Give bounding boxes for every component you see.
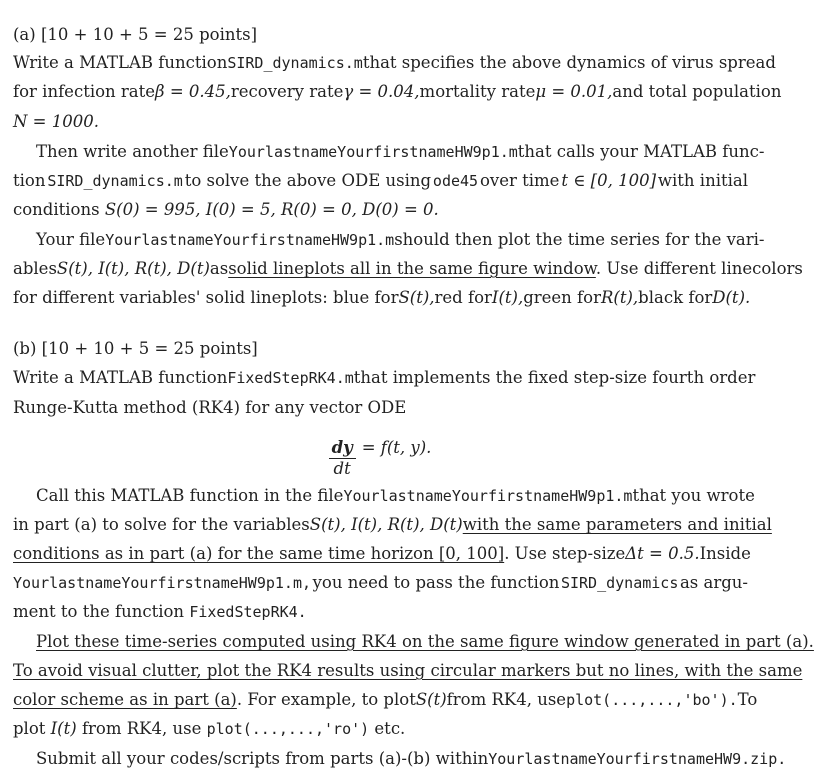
text: for infection rate [13,82,156,101]
text: Inside [699,544,751,563]
part-b-line-10 [13,660,803,682]
code-filename: SIRD_dynamics.m [47,172,183,190]
text: that you wrote [632,486,755,505]
math-beta: β = 0.45, [155,82,231,101]
part-a-line-3 [13,81,782,103]
equation-rhs: = f(t, y). [361,438,432,457]
math-variables: S(t), I(t), R(t), D(t) [56,259,210,278]
text: ables [13,259,57,278]
code-filename: YourlastnameYourfirstnameHW9p1.m [343,487,633,505]
text: Call this MATLAB function in the file [36,486,344,505]
text: plot [13,719,46,738]
part-b-line-12 [13,718,748,740]
text: Runge-Kutta method (RK4) for any vector ODE [13,398,407,417]
derivative-fraction [329,438,356,479]
text: red for [434,288,492,307]
text: black for [638,288,713,307]
text: . Use step-size [504,544,626,563]
part-b-line-8 [13,601,748,623]
math-r: R(t), [600,288,639,307]
text: tion [13,171,46,190]
code-plot-call: plot(...,...,'bo'). [566,691,738,709]
text: from RK4, use [81,719,202,738]
part-b-heading [13,338,748,360]
part-a-points: (a) [10 + 10 + 5 = 25 points] [13,25,258,44]
math-time-interval: t ∈ [0, 100] [561,171,657,190]
text: that implements the fixed step-size fourth order [353,368,756,387]
part-a-line-6 [13,170,748,192]
code-function: FixedStepRK4. [189,603,307,621]
fraction-numerator: dy [329,438,356,459]
text: conditions [13,200,100,219]
math-step-size: Δt = 0.5. [625,544,700,563]
part-b-line-2 [13,367,756,389]
text: to solve the above ODE using [184,171,432,190]
text: that specifies the above dynamics of virus spread [362,53,776,72]
underlined-instruction: To avoid visual clutter, plot the RK4 results using circular markers but no lines, with the same [13,661,803,680]
math-mu: μ = 0.01, [535,82,613,101]
text: recovery rate [230,82,344,101]
text: Submit all your codes/scripts from parts (a)-(b) within [36,749,489,768]
text: as [209,259,229,278]
underlined-instruction: with the same parameters and initial [462,515,772,534]
text: as argu- [679,573,748,592]
math-population: N = 1000. [13,112,99,131]
code-zip-filename: YourlastnameYourfirstnameHW9.zip. [488,750,787,768]
part-a-line-7 [13,199,748,221]
text: in part (a) to solve for the variables [13,515,310,534]
code-plot-call: plot(...,...,'ro') [206,720,370,738]
part-b-line-5 [13,514,772,536]
math-initial-conditions: S(0) = 995, I(0) = 5, R(0) = 0, D(0) = 0. [104,200,439,219]
code-filename: SIRD_dynamics.m [227,54,363,72]
part-a-line-2 [13,52,776,74]
text: that calls your MATLAB func- [517,142,765,161]
part-b-line-3 [13,397,748,419]
text: Then write another file [36,142,229,161]
part-b-line-7 [13,572,748,594]
text: To [737,690,758,709]
text: with initial [657,171,748,190]
math-i: I(t) [50,719,77,738]
math-gamma: γ = 0.04, [343,82,420,101]
math-s: S(t), [398,288,435,307]
text: mortality rate [419,82,536,101]
part-a-line-4 [13,111,748,133]
code-function: ode45 [432,172,479,190]
part-a-heading [13,24,748,46]
text: you need to pass the function [312,573,560,592]
text: Write a MATLAB function [13,53,228,72]
part-a-line-5 [36,141,765,163]
text: for different variables' solid lineplots: blue for [13,288,399,307]
part-a-line-9 [13,258,803,280]
math-i: I(t), [491,288,524,307]
code-filename: YourlastnameYourfirstnameHW9p1.m, [13,574,312,592]
part-b-line-9 [36,631,814,653]
underlined-instruction: color scheme as in part (a) [13,690,237,709]
text: from RK4, use [446,690,567,709]
text: . Use different linecolors [595,259,803,278]
code-filename: YourlastnameYourfirstnameHW9p1.m [105,231,395,249]
part-b-line-13 [36,748,787,770]
math-s: S(t) [415,690,447,709]
math-variables: S(t), I(t), R(t), D(t) [309,515,463,534]
part-b-line-6 [13,543,751,565]
underlined-instruction: solid lineplots all in the same figure window [228,259,596,278]
part-a-line-8 [36,229,765,251]
fraction-denominator: dt [333,459,351,478]
underlined-instruction: conditions as in part (a) for the same time horizon [0, 100] [13,544,505,563]
text: Your file [36,230,106,249]
code-filename: YourlastnameYourfirstnameHW9p1.m [228,143,518,161]
text: Write a MATLAB function [13,368,228,387]
math-d: D(t). [712,288,751,307]
text: green for [523,288,601,307]
part-a-line-10 [13,287,751,309]
code-function: SIRD_dynamics [560,574,679,592]
text: ment to the function [13,602,185,621]
ode-equation [0,428,760,479]
underlined-instruction: Plot these time-series computed using RK4 on the same figure window generated in part (a). [36,632,814,651]
text: should then plot the time series for the vari- [394,230,765,249]
text: . For example, to plot [236,690,416,709]
text: etc. [374,719,406,738]
part-b-line-11 [13,689,758,711]
part-b-points: (b) [10 + 10 + 5 = 25 points] [13,339,258,358]
part-b-line-4 [36,485,755,507]
text: over time [479,171,560,190]
text: and total population [612,82,782,101]
code-filename: FixedStepRK4.m [227,369,354,387]
